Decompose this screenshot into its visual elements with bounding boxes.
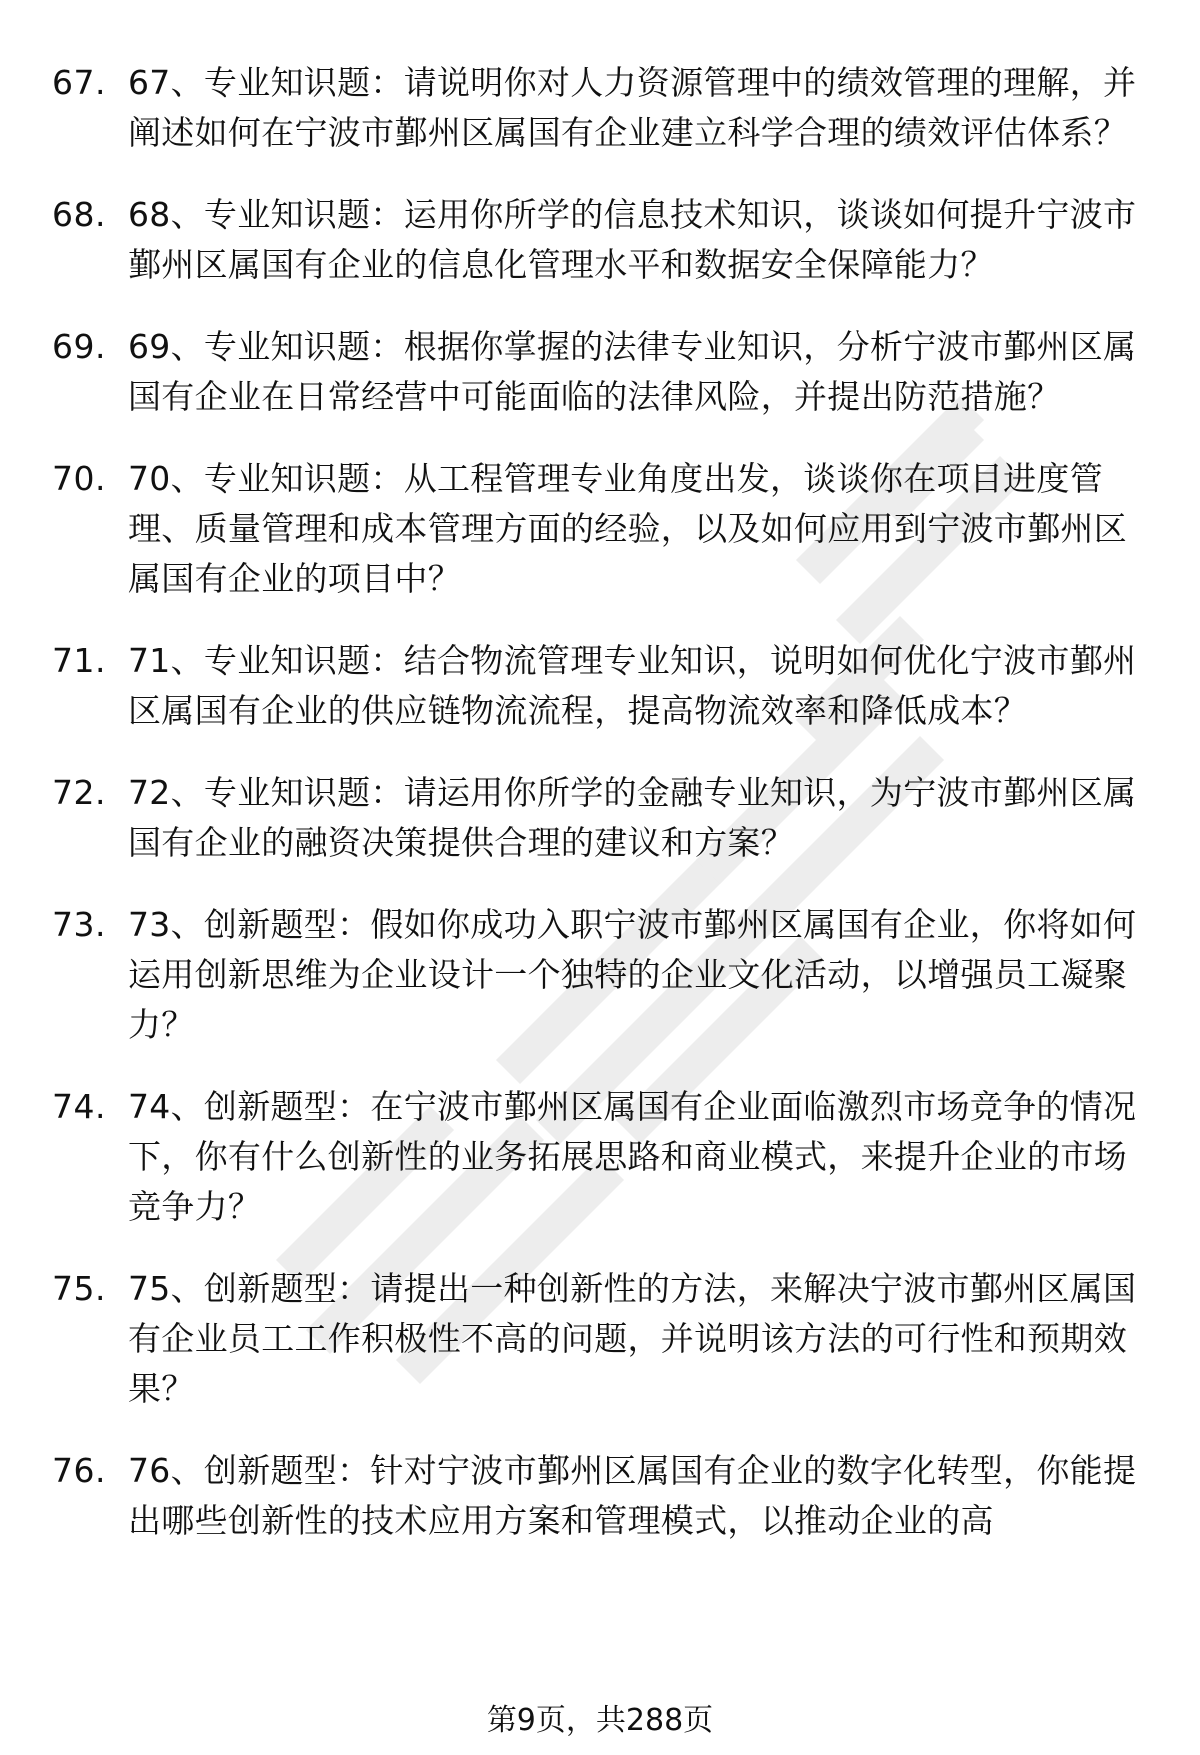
list-item	[0, 768, 1200, 868]
question-text: 74、创新题型：在宁波市鄞州区属国有企业面临激烈市场竞争的情况下，你有什么创新性的业务拓展思路和商业模式，来提升企业的市场竞争力？	[128, 1087, 1137, 1226]
question-number: 74.	[52, 1087, 106, 1126]
page-number-footer: 第9页，共288页	[486, 1703, 714, 1738]
list-item	[0, 58, 1200, 158]
list-item	[0, 322, 1200, 422]
question-text: 68、专业知识题：运用你所学的信息技术知识，谈谈如何提升宁波市鄞州区属国有企业的信息化管理水平和数据安全保障能力？	[128, 195, 1137, 284]
question-text: 69、专业知识题：根据你掌握的法律专业知识，分析宁波市鄞州区属国有企业在日常经营中可能面临的法律风险，并提出防范措施？	[128, 327, 1137, 416]
question-number: 76.	[52, 1451, 106, 1490]
list-item	[0, 1264, 1200, 1414]
question-text: 72、专业知识题：请运用你所学的金融专业知识，为宁波市鄞州区属国有企业的融资决策提供合理的建议和方案？	[128, 773, 1137, 862]
question-number: 67.	[52, 63, 106, 102]
question-text: 71、专业知识题：结合物流管理专业知识，说明如何优化宁波市鄞州区属国有企业的供应链物流流程，提高物流效率和降低成本？	[128, 641, 1137, 730]
question-text: 76、创新题型：针对宁波市鄞州区属国有企业的数字化转型，你能提出哪些创新性的技术应用方案和管理模式，以推动企业的高	[128, 1451, 1137, 1540]
list-item	[0, 900, 1200, 1050]
question-text: 73、创新题型：假如你成功入职宁波市鄞州区属国有企业，你将如何运用创新思维为企业设计一个独特的企业文化活动，以增强员工凝聚力？	[128, 905, 1137, 1044]
question-text: 70、专业知识题：从工程管理专业角度出发，谈谈你在项目进度管理、质量管理和成本管理方面的经验，以及如何应用到宁波市鄞州区属国有企业的项目中？	[128, 459, 1127, 598]
list-item	[0, 636, 1200, 736]
question-number: 70.	[52, 459, 106, 498]
question-list	[0, 58, 1200, 1578]
list-item	[0, 1446, 1200, 1546]
list-item	[0, 454, 1200, 604]
question-number: 69.	[52, 327, 106, 366]
list-item	[0, 190, 1200, 290]
question-number: 75.	[52, 1269, 106, 1308]
question-number: 72.	[52, 773, 106, 812]
list-item	[0, 1082, 1200, 1232]
question-text: 75、创新题型：请提出一种创新性的方法，来解决宁波市鄞州区属国有企业员工工作积极性不高的问题，并说明该方法的可行性和预期效果？	[128, 1269, 1137, 1408]
question-number: 71.	[52, 641, 106, 680]
question-text: 67、专业知识题：请说明你对人力资源管理中的绩效管理的理解，并阐述如何在宁波市鄞州区属国有企业建立科学合理的绩效评估体系？	[128, 63, 1137, 152]
question-number: 68.	[52, 195, 106, 234]
question-number: 73.	[52, 905, 106, 944]
